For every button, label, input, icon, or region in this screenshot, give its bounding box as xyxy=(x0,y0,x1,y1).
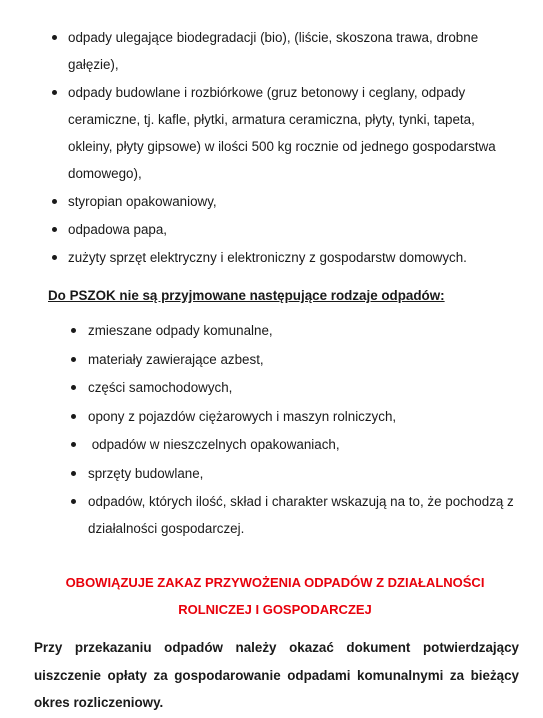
bullet-icon xyxy=(52,227,57,232)
list-item xyxy=(88,403,518,430)
payment-proof-notice: Przy przekazaniu odpadów należy okazać dokument potwierdzający uiszczenie opłaty za gospodarowanie odpadami komunalnymi za bieżący okres rozliczeniowy. xyxy=(34,640,519,710)
bullet-icon xyxy=(71,385,76,390)
bullet-icon xyxy=(71,414,76,419)
rejected-waste-list xyxy=(88,317,518,544)
list-item-text: zmieszane odpady komunalne, xyxy=(88,323,273,338)
list-item xyxy=(88,346,518,373)
ban-warning xyxy=(60,569,490,623)
bullet-icon xyxy=(52,35,57,40)
list-item xyxy=(88,431,518,458)
list-item xyxy=(68,216,518,243)
bullet-icon xyxy=(71,357,76,362)
accepted-waste-list xyxy=(68,24,518,272)
bullet-icon xyxy=(52,199,57,204)
bullet-icon xyxy=(52,90,57,95)
list-item xyxy=(88,460,518,487)
list-item-text: odpadowa papa, xyxy=(68,222,168,237)
list-item xyxy=(68,24,518,78)
bullet-icon xyxy=(71,442,76,447)
list-item xyxy=(88,488,518,542)
list-item-text: odpadów, których ilość, skład i charakter wskazują na to, że pochodzą z działalności gospodarczej. xyxy=(88,494,514,536)
bullet-icon xyxy=(71,499,76,504)
list-item-text: styropian opakowaniowy, xyxy=(68,194,217,209)
bullet-icon xyxy=(52,255,57,260)
list-item xyxy=(68,79,518,187)
list-item-text: materiały zawierające azbest, xyxy=(88,351,264,367)
list-item-text: części samochodowych, xyxy=(88,380,233,395)
list-item xyxy=(88,374,518,401)
list-item xyxy=(68,244,518,271)
list-item xyxy=(88,317,518,344)
bullet-icon xyxy=(71,471,76,476)
list-item-text: odpady ulegające biodegradacji (bio), (liście, skoszona trawa, drobne gałęzie), xyxy=(68,30,479,72)
ban-warning-line-1: OBOWIĄZUJE ZAKAZ PRZYWOŻENIA ODPADÓW Z DZIAŁALNOŚCI xyxy=(65,575,485,590)
rejected-waste-heading: Do PSZOK nie są przyjmowane następujące rodzaje odpadów: xyxy=(48,288,445,303)
list-item-text: odpadów w nieszczelnych opakowaniach, xyxy=(88,437,340,452)
list-item-text: odpady budowlane i rozbiórkowe (gruz betonowy i ceglany, odpady ceramiczne, tj. kafle, płytki, armatura ceramiczna, płyty, tynki, tapeta, okleiny, płyty gipsowe) w ilości 500 kg rocznie od jednego gospodarstwa domowego), xyxy=(68,85,496,181)
list-item-text: sprzęty budowlane, xyxy=(88,465,204,481)
list-item xyxy=(68,188,518,215)
list-item-text: opony z pojazdów ciężarowych i maszyn rolniczych, xyxy=(88,408,397,424)
bullet-icon xyxy=(71,328,76,333)
list-item-text: zużyty sprzęt elektryczny i elektroniczny z gospodarstw domowych. xyxy=(68,250,467,265)
ban-warning-line-2: ROLNICZEJ I GOSPODARCZEJ xyxy=(178,602,372,617)
